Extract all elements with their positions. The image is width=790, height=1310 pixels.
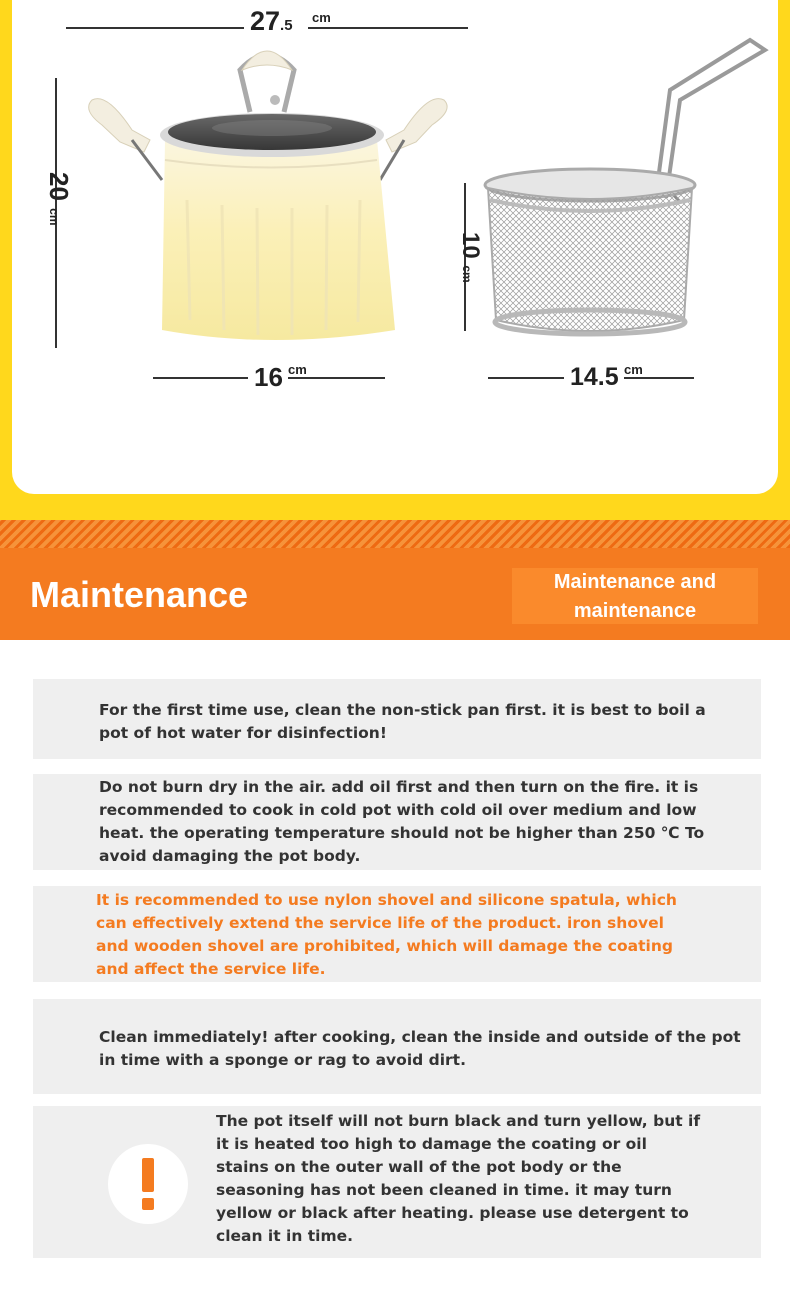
pot-base-value: 16 bbox=[254, 362, 283, 392]
basket-width-unit: cm bbox=[624, 362, 643, 377]
section-header bbox=[0, 548, 790, 640]
lid-dim-line-right bbox=[308, 27, 468, 29]
tip-text: It is recommended to use nylon shovel and silicone spatula, which can effectively extend the service life of the product. iron shovel and wooden shovel are prohibited, which will damage the coating and affect the service life. bbox=[96, 891, 677, 978]
pot-base-dim-line-left bbox=[153, 377, 248, 379]
pot-base-dim-line-right bbox=[288, 377, 385, 379]
product-frame bbox=[0, 0, 790, 520]
tip-card-1 bbox=[33, 679, 761, 759]
pot-height-value: 20 cm bbox=[44, 172, 74, 226]
tip-card-5 bbox=[33, 1106, 761, 1258]
lid-width-unit: cm bbox=[312, 10, 331, 25]
pot-base-unit: cm bbox=[288, 362, 307, 377]
tip-text: For the first time use, clean the non-stick pan first. it is best to boil a pot of hot water for disinfection! bbox=[99, 701, 706, 742]
lid-width-value: 27.5 bbox=[250, 6, 293, 36]
tip-text: Clean immediately! after cooking, clean the inside and outside of the pot in time with a sponge or rag to avoid dirt. bbox=[99, 1028, 741, 1069]
exclamation-icon bbox=[108, 1144, 188, 1224]
basket-illustration bbox=[480, 30, 770, 350]
pot-illustration bbox=[62, 30, 482, 350]
tip-text: Do not burn dry in the air. add oil first and then turn on the fire. it is recommended to cook in cold pot with cold oil over medium and low heat. the operating temperature should not be higher than 250 ℃ To avoid damaging the pot body. bbox=[99, 778, 705, 865]
tip-text: The pot itself will not burn black and turn yellow, but if it is heated too high to damage the coating or oil stains on the outer wall of the pot body or the seasoning has not been cleaned in time. it may turn yellow or black after heating. please use detergent to clean it in time. bbox=[216, 1112, 701, 1245]
tip-card-3 bbox=[33, 886, 761, 982]
section-subtitle-line-1: Maintenance and bbox=[553, 571, 717, 593]
basket-height-value: 10 cm bbox=[457, 232, 484, 283]
section-subtitle-line-2: maintenance bbox=[573, 600, 697, 622]
product-card bbox=[12, 0, 778, 494]
stripe-band bbox=[0, 520, 790, 548]
section-subtitle-box bbox=[512, 568, 758, 624]
lid-dim-line-left bbox=[66, 27, 244, 29]
tip-card-2 bbox=[33, 774, 761, 870]
tip-card-4 bbox=[33, 999, 761, 1094]
basket-width-dim-line-right bbox=[624, 377, 694, 379]
basket-width-dim-line-left bbox=[488, 377, 564, 379]
section-title: Maintenance bbox=[30, 574, 249, 615]
basket-width-value: 14.5 bbox=[570, 363, 619, 391]
